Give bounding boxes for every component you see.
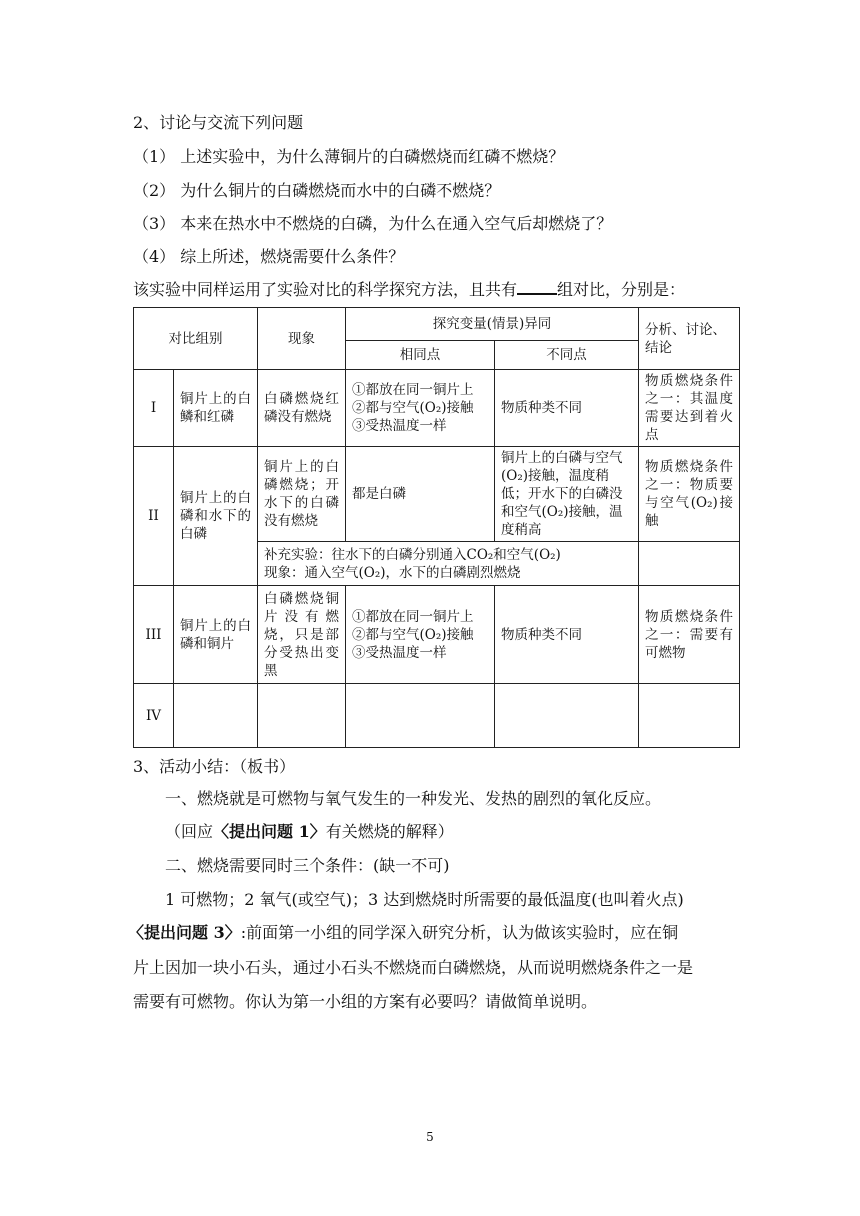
same-item: ③受热温度一样 [352,418,447,434]
header-different: 不同点 [495,341,639,370]
table-intro [133,279,685,301]
row-phenomenon: 白磷燃烧铜片没有燃烧，只是部分受热出变黑 [258,586,346,684]
question-3-paragraph-line-1 [128,922,678,944]
row-phenomenon: 白磷燃烧红磷没有燃烧 [258,370,346,447]
same-item: ②都与空气(O₂)接触 [352,400,474,416]
table-row [134,684,740,748]
row-different: 铜片上的白磷与空气(O₂)接触，温度稍低；开水下的白磷没和空气(O₂)接触，温度稍高 [495,447,639,542]
empty-cell [495,684,639,748]
question-2: （2） 为什么铜片的白磷燃烧而水中的白磷不燃烧？ [133,181,501,200]
row-id: II [134,447,174,586]
header-phenomenon: 现象 [258,308,346,370]
section-heading-discussion: 2、讨论与交流下列问题 [133,113,304,132]
same-item: ②都与空气(O₂)接触 [352,626,474,643]
paragraph-text: :前面第一小组的同学深入研究分析，认为做该实验时，应在铜 [240,923,679,942]
row-conclusion: 物质燃烧条件之一：需要有可燃物 [639,586,740,684]
summary-heading: 3、活动小结：（板书） [133,757,296,776]
question-1: （1） 上述实验中，为什么薄铜片的白磷燃烧而红磷不燃烧？ [133,147,565,166]
empty-cell [639,684,740,748]
summary-response [165,821,454,843]
table-row [134,370,740,447]
row-id: IV [134,684,174,748]
header-conclusion: 分析、讨论、结论 [639,308,740,370]
response-prefix: （回应 [165,822,214,841]
header-variables: 探究变量(情景)异同 [346,308,639,341]
empty-cell [346,684,495,748]
empty-cell [258,684,346,748]
comparison-table [133,307,740,748]
question-ref-1: 〈提出问题 1〉 [213,822,326,841]
empty-cell [174,684,258,748]
question-ref-3: 〈提出问题 3〉 [128,923,241,942]
summary-condition-list: 1 可燃物；2 氧气(或空气)；3 达到燃烧时所需要的最低温度(也叫着火点) [165,890,684,909]
row-id: III [134,586,174,684]
supplementary-line: 现象：通入空气(O₂)，水下的白磷剧烈燃烧 [264,564,521,581]
table-row [134,447,740,542]
row-phenomenon: 铜片上的白磷燃烧；开水下的白磷没有燃烧 [258,447,346,542]
fill-blank [517,279,557,295]
row-group: 铜片上的白磷和水下的白磷 [174,447,258,586]
question-3-paragraph-line-2: 片上因加一块小石头，通过小石头不燃烧而白磷燃烧，从而说明燃烧条件之一是 [133,958,694,977]
row-id: I [134,370,174,447]
table-row [134,586,740,684]
row-group: 铜片上的白磷和铜片 [174,586,258,684]
supplementary-experiment [258,542,639,586]
page-number: 5 [426,1130,434,1144]
same-item: ③受热温度一样 [352,644,447,661]
summary-definition: 一、燃烧就是可燃物与氧气发生的一种发光、发热的剧烈的氧化反应。 [165,789,662,808]
question-3: （3） 本来在热水中不燃烧的白磷，为什么在通入空气后却燃烧了？ [133,214,613,233]
row-different: 物质种类不同 [495,586,639,684]
row-same [346,370,495,447]
row-same [346,586,495,684]
row-different: 物质种类不同 [495,370,639,447]
same-item: ①都放在同一铜片上 [352,608,474,625]
supplementary-line: 补充实验：往水下的白磷分别通入CO₂和空气(O₂) [264,546,561,563]
header-group: 对比组别 [134,308,258,370]
table-intro-text-b: 组对比，分别是： [557,280,686,299]
question-3-paragraph-line-3: 需要有可燃物。你认为第一小组的方案有必要吗？请做简单说明。 [133,992,598,1011]
summary-conditions: 二、燃烧需要同时三个条件：(缺一不可) [165,856,450,875]
row-conclusion: 物质燃烧条件之一：其温度需要达到着火点 [639,370,740,447]
question-4: （4） 综上所述，燃烧需要什么条件？ [133,247,405,266]
row-conclusion: 物质燃烧条件之一：物质要与空气(O₂)接触 [639,447,740,542]
row-group: 铜片上的白鳞和红磷 [174,370,258,447]
header-same: 相同点 [346,341,495,370]
table-intro-text-a: 该实验中同样运用了实验对比的科学探究方法，且共有 [133,280,518,299]
row-same: 都是白磷 [346,447,495,542]
same-item: ①都放在同一铜片上 [352,382,474,398]
empty-cell [639,542,740,586]
response-suffix: 有关燃烧的解释） [325,822,454,841]
